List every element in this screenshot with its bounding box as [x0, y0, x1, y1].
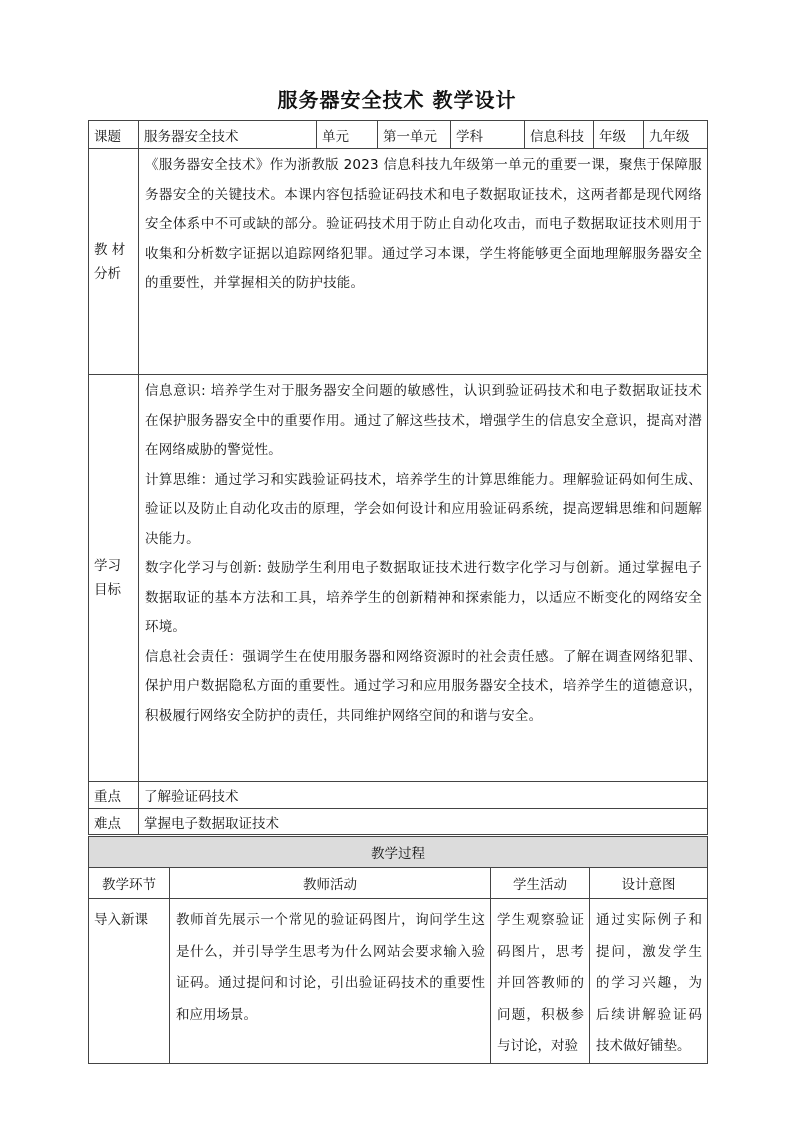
- goal-computational-thinking: 计算思维：通过学习和实践验证码技术，培养学生的计算思维能力。理解验证码如何生成、验证以及防止自动化攻击的原理，学会如何设计和应用验证码系统，提高逻辑思维和问题解决能力。: [145, 471, 702, 547]
- document-title: 服务器安全技术 教学设计: [277, 88, 517, 112]
- difficulty-value: 掌握电子数据取证技术: [139, 809, 708, 835]
- goal-social-responsibility: 信息社会责任：强调学生在使用服务器和网络资源时的社会责任感。了解在调查网络犯罪、保护用户数据隐私方面的重要性。通过学习和应用服务器安全技术，培养学生的道德意识，积极履行网络安全防护的责任，共同维护网络空间的和谐与安全。: [145, 648, 702, 724]
- key-point-row: [89, 782, 708, 809]
- grade-value: 九年级: [644, 121, 708, 149]
- unit-label: 单元: [317, 121, 378, 149]
- header-stage: 教学环节: [89, 868, 170, 899]
- subject-label: 学科: [451, 121, 525, 149]
- process-title-row: [89, 837, 708, 868]
- material-row: [89, 149, 708, 375]
- key-point-label: 重点: [89, 782, 139, 809]
- material-label-line1: 教 材: [94, 241, 126, 258]
- process-row: [89, 899, 708, 1064]
- goals-label-line1: 学习: [94, 558, 121, 574]
- grade-label: 年级: [594, 121, 644, 149]
- teaching-process-table: [88, 836, 708, 1064]
- info-row: [89, 121, 708, 149]
- material-label: [89, 149, 139, 375]
- topic-label: 课题: [89, 121, 139, 149]
- process-stage: 导入新课: [89, 899, 170, 1064]
- topic-value: 服务器安全技术: [139, 121, 317, 149]
- header-intent: 设计意图: [590, 868, 708, 899]
- difficulty-row: [89, 809, 708, 835]
- material-paragraph: 《服务器安全技术》作为浙教版 2023 信息科技九年级第一单元的重要一课，聚焦于保障服务器安全的关键技术。本课内容包括验证码技术和电子数据取证技术，这两者都是现代网络安全体系中不可或缺的部分。验证码技术用于防止自动化攻击，而电子数据取证技术则用于收集和分析数字证据以追踪网络犯罪。通过学习本课，学生将能够更全面地理解服务器安全的重要性，并掌握相关的防护技能。: [145, 157, 702, 291]
- process-teacher-activity: 教师首先展示一个常见的验证码图片，询问学生这是什么，并引导学生思考为什么网站会要求输入验证码。通过提问和讨论，引出验证码技术的重要性和应用场景。: [170, 899, 491, 1064]
- process-header-row: [89, 868, 708, 899]
- unit-value: 第一单元: [378, 121, 451, 149]
- goal-digital-learning: 数字化学习与创新: 鼓励学生利用电子数据取证技术进行数字化学习与创新。通过掌握电子数据取证的基本方法和工具，培养学生的创新精神和探索能力，以适应不断变化的网络安全环境。: [145, 560, 702, 635]
- goal-information-awareness: 信息意识: 培养学生对于服务器安全问题的敏感性，认识到验证码技术和电子数据取证技术在保护服务器安全中的重要作用。通过了解这些技术，增强学生的信息安全意识，提高对潜在网络威胁的警觉性。: [145, 383, 702, 458]
- subject-value: 信息科技: [525, 121, 594, 149]
- header-teacher: 教师活动: [170, 868, 491, 899]
- process-section-title: 教学过程: [89, 837, 708, 868]
- material-label-line2: 分析: [94, 265, 121, 282]
- process-design-intent: 通过实际例子和提问，激发学生的学习兴趣，为后续讲解验证码技术做好铺垫。: [590, 899, 708, 1064]
- material-analysis-text: [139, 149, 708, 375]
- goals-label-line2: 目标: [94, 582, 121, 598]
- goals-row: [89, 375, 708, 782]
- difficulty-label: 难点: [89, 809, 139, 835]
- lesson-info-table: [88, 120, 708, 835]
- key-point-value: 了解验证码技术: [139, 782, 708, 809]
- header-student: 学生活动: [491, 868, 590, 899]
- goals-text: [139, 375, 708, 782]
- process-student-activity: 学生观察验证码图片，思考并回答教师的问题，积极参与讨论，对验: [491, 899, 590, 1064]
- goals-label: [89, 375, 139, 782]
